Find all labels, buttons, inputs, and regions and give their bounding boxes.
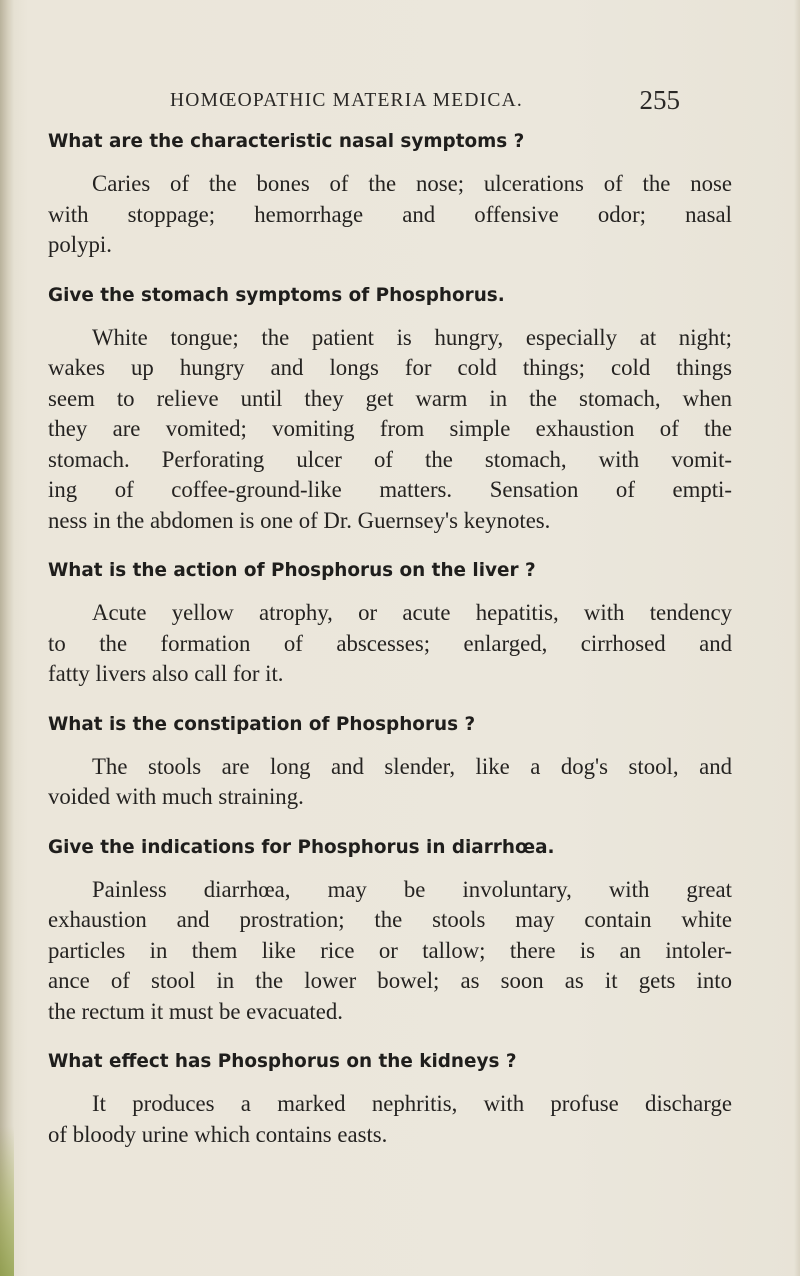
answer-line: seem to relieve until they get warm in the stomach, when: [48, 385, 732, 411]
answer-line: the rectum it must be evacuated.: [48, 998, 343, 1024]
page-corner-stain: [0, 1126, 14, 1276]
answer-line: exhaustion and prostration; the stools may contain white: [48, 907, 732, 932]
answer-line: wakes up hungry and longs for cold things; cold things: [48, 355, 732, 380]
answer-paragraph: [48, 752, 732, 813]
answer-paragraph: [48, 323, 732, 537]
answer-line: The stools are long and slender, like a dog's stool, and: [92, 753, 732, 779]
question-heading: Give the indications for Phosphorus in diarrhœa.: [48, 836, 555, 858]
qa-section-nasal: [48, 127, 732, 261]
answer-line: ing of coffee-ground-like matters. Sensation of empti-: [48, 477, 732, 502]
answer-line: ance of stool in the lower bowel; as soon as it gets into: [48, 968, 732, 993]
answer-line: stomach. Perforating ulcer of the stomach, with vomit-: [48, 446, 732, 472]
answer-paragraph: [48, 169, 732, 261]
answer-line: with stoppage; hemorrhage and offensive odor; nasal: [48, 201, 732, 227]
answer-line: Painless diarrhœa, may be involuntary, with great: [92, 876, 732, 902]
question-heading: What is the constipation of Phosphorus ?: [48, 713, 476, 735]
answer-line: It produces a marked nephritis, with profuse discharge: [92, 1091, 732, 1116]
answer-line: of bloody urine which contains easts.: [48, 1121, 388, 1147]
answer-line: polypi.: [48, 232, 112, 257]
answer-paragraph: [48, 598, 732, 690]
question-heading: Give the stomach symptoms of Phosphorus.: [48, 284, 505, 306]
page-number: 255: [639, 85, 680, 115]
answer-paragraph: [48, 875, 732, 1028]
answer-line: Acute yellow atrophy, or acute hepatitis, with tendency: [92, 600, 732, 625]
spine-shadow: [0, 0, 14, 1276]
qa-section-stomach: [48, 281, 732, 537]
answer-line: ness in the abdomen is one of Dr. Guernsey's keynotes.: [48, 507, 551, 533]
answer-paragraph: [48, 1089, 732, 1150]
running-head: [170, 85, 680, 120]
qa-section-diarrhoea: [48, 833, 732, 1028]
qa-section-kidneys: [48, 1047, 732, 1150]
answer-line: particles in them like rice or tallow; there is an intoler-: [48, 937, 732, 963]
page-content: [48, 127, 732, 1170]
answer-line: Caries of the bones of the nose; ulcerations of the nose: [92, 171, 732, 196]
answer-line: to the formation of abscesses; enlarged, cirrhosed and: [48, 630, 732, 656]
qa-section-constipation: [48, 710, 732, 813]
answer-line: fatty livers also call for it.: [48, 661, 284, 686]
qa-section-liver: [48, 556, 732, 690]
answer-line: they are vomited; vomiting from simple exhaustion of the: [48, 416, 732, 441]
answer-line: White tongue; the patient is hungry, especially at night;: [92, 324, 732, 350]
page-edge: [794, 0, 800, 1276]
question-heading: What is the action of Phosphorus on the liver ?: [48, 560, 536, 581]
question-heading: What effect has Phosphorus on the kidneys ?: [48, 1051, 517, 1072]
answer-line: voided with much straining.: [48, 784, 304, 809]
question-heading: What are the characteristic nasal symptoms ?: [48, 131, 525, 152]
running-head-title: HOMŒOPATHIC MATERIA MEDICA.: [170, 90, 523, 111]
